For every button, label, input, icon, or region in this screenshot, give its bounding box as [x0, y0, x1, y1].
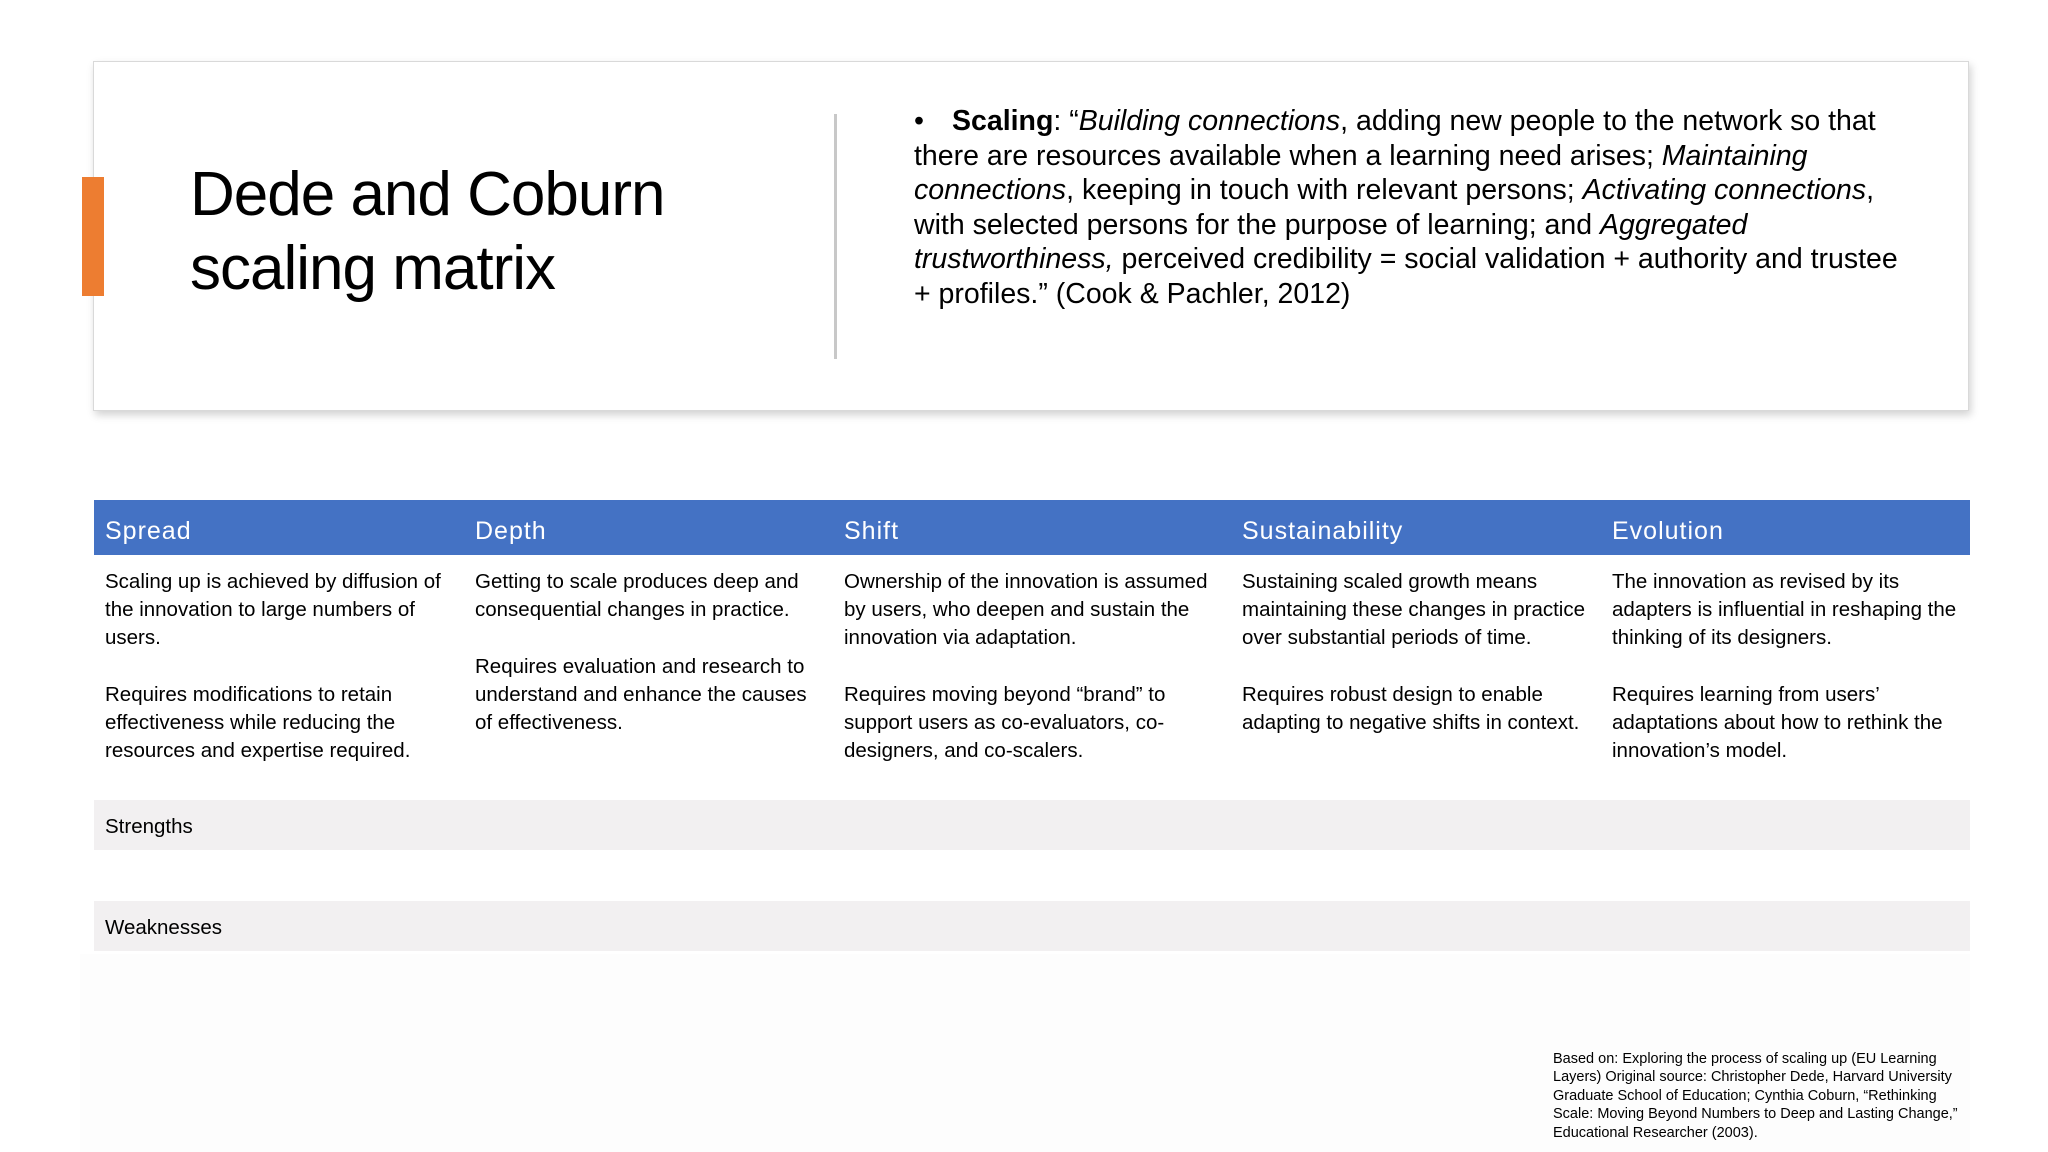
cell-depth: [464, 555, 833, 800]
header-sustainability: Sustainability: [1242, 517, 1404, 545]
cell-text: Requires moving beyond “brand” to support users as co-evaluators, co-designers, and co-scalers.: [844, 682, 1166, 763]
quote-text: : “: [1053, 105, 1079, 137]
cell-spread: [94, 555, 464, 800]
header-evolution: Evolution: [1612, 517, 1724, 545]
weaknesses-row: Weaknesses: [94, 901, 1970, 951]
header-depth: Depth: [475, 517, 547, 545]
slide-title-line-2: scaling matrix: [190, 234, 555, 303]
cell-text: Requires learning from users’ adaptations about how to rethink the innovation’s model.: [1612, 682, 1943, 763]
cell-evolution: [1601, 555, 1970, 800]
cell-text: Scaling up is achieved by diffusion of the innovation to large numbers of users.: [105, 570, 441, 650]
title-divider: [834, 114, 837, 359]
cell-sustainability: [1231, 555, 1601, 800]
empty-row: [94, 850, 1970, 901]
cell-text: Ownership of the innovation is assumed by users, who deepen and sustain the innovation via adaptation.: [844, 570, 1208, 650]
scaling-definition: [914, 104, 1914, 312]
quote-italic: Building connections: [1078, 105, 1341, 137]
cell-text: Sustaining scaled growth means maintaining these changes in practice over substantial periods of time.: [1242, 570, 1586, 650]
source-citation: Based on: Exploring the process of scaling up (EU Learning Layers) Original source: Christopher Dede, Harvard University Graduate School of Education; Cynthia Coburn, “Rethinking Scale: Moving Beyond Numbers to Deep and Lasting Change,” Educational Researcher (2003).: [1553, 1051, 1958, 1141]
cell-text: Requires modifications to retain effectiveness while reducing the resources and expertise required.: [105, 682, 411, 763]
bullet-glyph: •: [914, 105, 924, 137]
cell-text: Requires evaluation and research to understand and enhance the causes of effectiveness.: [475, 654, 807, 734]
scaling-term: Scaling: [952, 105, 1054, 137]
table-header-row: [94, 500, 1970, 555]
scaling-matrix-table: [94, 500, 1970, 951]
header-spread: Spread: [105, 517, 192, 545]
quote-text: , adding new people to the network so that there are resources available when a learning need arises;: [914, 105, 1876, 172]
table-row: [94, 555, 1970, 800]
slide-title-line-1: Dede and Coburn: [190, 160, 665, 229]
cell-text: Getting to scale produces deep and consequential changes in practice.: [475, 570, 799, 622]
cell-text: The innovation as revised by its adapters is influential in reshaping the thinking of its designers.: [1612, 570, 1957, 650]
slide-title: [190, 158, 810, 306]
quote-text: , with selected persons for the purpose of learning; and: [914, 174, 1875, 241]
header-shift: Shift: [844, 517, 900, 545]
strengths-row: Strengths: [94, 800, 1970, 850]
cell-text: Requires robust design to enable adapting to negative shifts in context.: [1242, 682, 1580, 734]
quote-text: , keeping in touch with relevant persons;: [1066, 174, 1583, 207]
accent-bar: [82, 177, 104, 296]
quote-text: perceived credibility = social validation + authority and trustee + profiles.” (Cook & Pachler, 2012): [914, 243, 1898, 310]
quote-italic: Activating connections: [1582, 174, 1867, 207]
quote-italic: Aggregated trustworthiness,: [914, 208, 1748, 276]
cell-shift: [833, 555, 1231, 800]
quote-italic: Maintaining connections: [914, 139, 1808, 207]
